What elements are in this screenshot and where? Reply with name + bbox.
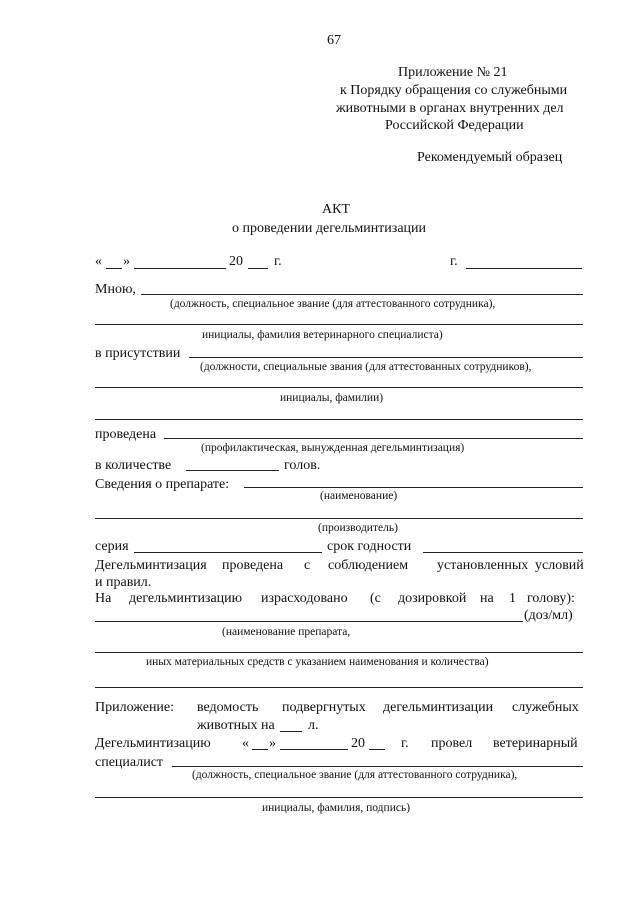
- attachment-line-2b: л.: [308, 718, 319, 733]
- sig-close-quote: »: [269, 736, 276, 751]
- word: на: [480, 591, 494, 606]
- quantity-field[interactable]: [186, 470, 279, 471]
- consumption-hint-2: иных материальных средств с указанием наименования и количества): [146, 656, 489, 668]
- word: На: [95, 591, 112, 606]
- word: проведена: [222, 558, 284, 573]
- open-quote: «: [95, 254, 102, 269]
- presence-field-2[interactable]: [95, 387, 583, 388]
- heads-label: голов.: [284, 458, 321, 473]
- presence-field[interactable]: [189, 357, 583, 358]
- year-prefix: 20: [229, 254, 243, 269]
- word: установленных: [437, 558, 529, 573]
- specialist-field[interactable]: [172, 766, 583, 767]
- appendix-number: Приложение № 21: [398, 65, 508, 80]
- specialist-hint-1: (должность, специальное звание (для аттестованного сотрудника),: [192, 769, 518, 781]
- word: служебных: [512, 700, 579, 715]
- month-field[interactable]: [134, 268, 226, 269]
- performed-word: провел: [431, 736, 473, 751]
- dose-unit: (доз/мл): [524, 608, 573, 623]
- sheets-count-field[interactable]: [280, 731, 302, 732]
- word: израсходовано: [261, 591, 348, 606]
- series-label: серия: [95, 539, 129, 554]
- word: подвергнутых: [282, 700, 366, 715]
- drug-consumption-field[interactable]: [95, 621, 523, 622]
- sig-day-field[interactable]: [252, 749, 268, 750]
- drug-name-hint: (наименование): [320, 490, 398, 502]
- document-subtitle: о проведении дегельминтизации: [232, 221, 427, 236]
- by-me-field[interactable]: [141, 294, 583, 295]
- word: голову):: [527, 591, 575, 606]
- word: дегельминтизации: [383, 700, 494, 715]
- conducted-label: проведена: [95, 427, 157, 442]
- word: Приложение:: [95, 700, 175, 715]
- presence-hint-1: (должности, специальные звания (для аттестованных сотрудников),: [200, 361, 532, 373]
- presence-hint-2: инициалы, фамилии): [280, 392, 384, 404]
- attachment-line-2a: животных на: [197, 718, 275, 733]
- drug-name-field[interactable]: [244, 487, 583, 488]
- page-number: 67: [327, 33, 341, 48]
- header-line-3: Российской Федерации: [385, 118, 524, 133]
- signature-label: Дегельминтизацию: [95, 736, 211, 751]
- word: (с: [370, 591, 381, 606]
- presence-label: в присутствии: [95, 346, 181, 361]
- word: дегельминтизацию: [129, 591, 243, 606]
- word: Дегельминтизация: [95, 558, 207, 573]
- document-title: АКТ: [322, 202, 350, 217]
- header-line-2: животными в органах внутренних дел: [336, 101, 564, 116]
- sig-year: 20: [351, 736, 365, 751]
- materials-field-2[interactable]: [95, 687, 583, 688]
- header-line-1: к Порядку обращения со служебными: [340, 83, 568, 98]
- year-field[interactable]: [248, 268, 268, 269]
- quantity-label: в количестве: [95, 458, 172, 473]
- word: ведомость: [197, 700, 259, 715]
- sig-g: г.: [401, 736, 409, 751]
- conducted-hint: (профилактическая, вынужденная дегельминтизация): [201, 442, 465, 454]
- word: дозировкой: [398, 591, 467, 606]
- city-field[interactable]: [466, 268, 582, 269]
- by-me-hint-2: инициалы, фамилия ветеринарного специалиста): [202, 329, 443, 341]
- specialist-label: специалист: [95, 755, 164, 770]
- manufacturer-hint: (производитель): [318, 522, 398, 534]
- expiry-field[interactable]: [423, 552, 583, 553]
- by-me-field-2[interactable]: [95, 324, 583, 325]
- drug-info-label: Сведения о препарате:: [95, 477, 230, 492]
- compliance-line-2: и правил.: [95, 575, 152, 590]
- expiry-label: срок годности: [327, 539, 412, 554]
- word: соблюдением: [328, 558, 409, 573]
- city-prefix: г.: [450, 254, 458, 269]
- word: с: [304, 558, 311, 573]
- word: условий: [535, 558, 584, 573]
- specialist-field-2[interactable]: [95, 797, 583, 798]
- sig-open-quote: «: [242, 736, 249, 751]
- sig-month-field[interactable]: [280, 749, 348, 750]
- conducted-field[interactable]: [164, 438, 583, 439]
- sample-label: Рекомендуемый образец: [417, 150, 563, 165]
- specialist-hint-2: инициалы, фамилия, подпись): [262, 802, 411, 814]
- presence-field-3[interactable]: [95, 419, 583, 420]
- word: 1: [509, 591, 516, 606]
- manufacturer-field[interactable]: [95, 518, 583, 519]
- by-me-label: Мною,: [95, 282, 136, 297]
- consumption-hint-1: (наименование препарата,: [222, 626, 351, 638]
- close-quote: »: [123, 254, 130, 269]
- materials-field[interactable]: [95, 652, 583, 653]
- day-field[interactable]: [106, 268, 122, 269]
- year-suffix: г.: [274, 254, 282, 269]
- sig-year-field[interactable]: [369, 749, 385, 750]
- by-me-hint-1: (должность, специальное звание (для аттестованного сотрудника),: [170, 298, 496, 310]
- vet-word: ветеринарный: [493, 736, 578, 751]
- series-field[interactable]: [134, 552, 322, 553]
